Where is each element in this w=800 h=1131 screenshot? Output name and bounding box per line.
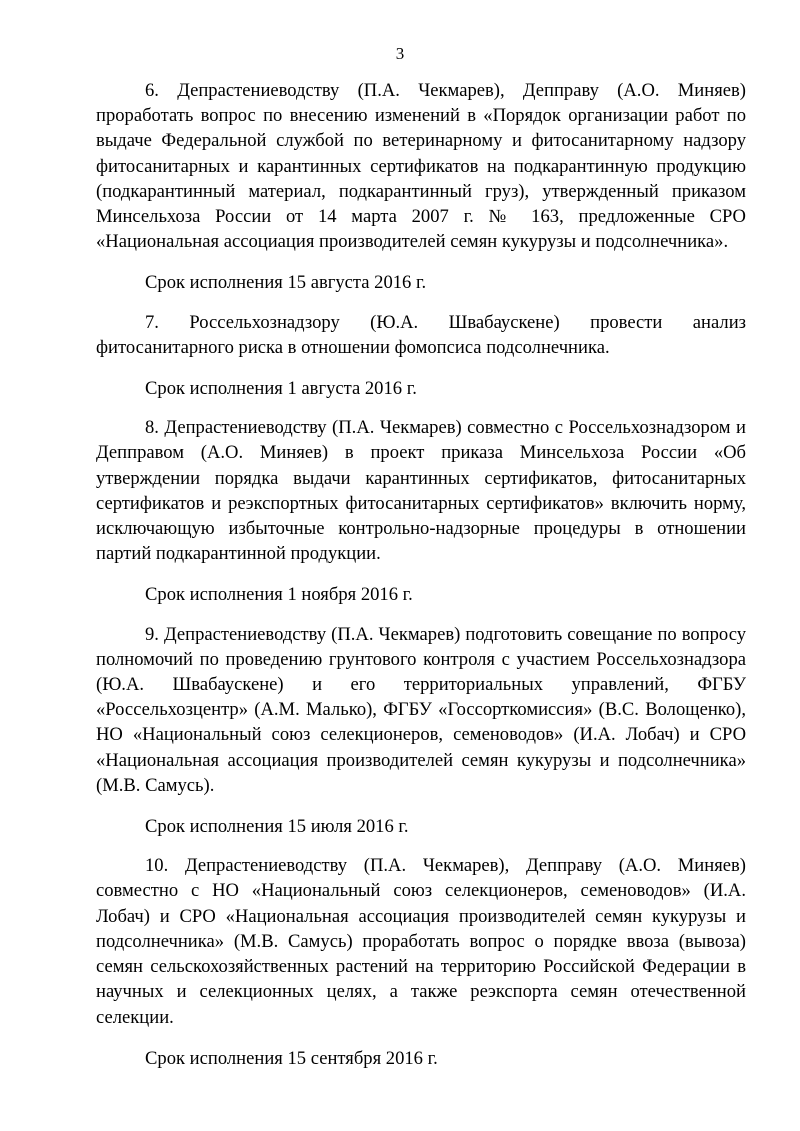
spacer (96, 1030, 746, 1046)
item-10-deadline: Срок исполнения 15 сентября 2016 г. (145, 1047, 438, 1069)
item-6-text: 6. Депрастениеводству (П.А. Чекмарев), Депправу (А.О. Миняев) проработать вопрос по внесению изменений в «Порядок организации работ по выдаче Федеральной службой по ветеринарному и фитосанитарному надзору фитосанитарных и карантинных сертификатов на подкарантинную продукцию (подкарантинный материал, подкарантинный груз), утвержденный приказом Минсельхоза России от 14 марта 2007 г. № 163, предложенные СРО «Национальная ассоциация производителей семян кукурузы и подсолнечника». (96, 80, 746, 253)
item-10-text: 10. Депрастениеводству (П.А. Чекмарев), Депправу (А.О. Миняев) совместно с НО «Национальный союз селекционеров, семеноводов» (И.А. Лобач) и СРО «Национальная ассоциация производителей семян кукурузы и подсолнечника» (М.В. Самусь) проработать вопрос о порядке ввоза (вывоза) семян сельскохозяйственных растений на территорию Российской Федерации в научных и селекционных целях, а также реэкспорта семян отечественной селекции. (96, 855, 746, 1028)
page-number: 3 (395, 44, 405, 63)
item-6-deadline: Срок исполнения 15 августа 2016 г. (145, 272, 427, 294)
item-7-text: 7. Россельхознадзору (Ю.А. Швабаускене) провести анализ фитосанитарного риска в отношении фомопсиса подсолнечника. (96, 311, 746, 358)
spacer (96, 839, 746, 853)
document-body (96, 78, 746, 1071)
spacer (96, 401, 746, 415)
spacer (96, 566, 746, 582)
spacer (96, 296, 746, 310)
spacer (96, 254, 746, 270)
item-8-text: 8. Депрастениеводству (П.А. Чекмарев) совместно с Россельхознадзором и Депправом (А.О. Миняев) в проект приказа Минсельхоза России «Об утверждении порядка выдачи карантинных сертификатов, фитосанитарных сертификатов и реэкспортных фитосанитарных сертификатов» включить норму, исключающую избыточные контрольно-надзорные процедуры в отношении партий подкарантинной продукции. (96, 417, 746, 565)
spacer (96, 608, 746, 622)
item-7-deadline: Срок исполнения 1 августа 2016 г. (145, 378, 417, 400)
spacer (96, 798, 746, 814)
spacer (96, 360, 746, 376)
item-8-deadline: Срок исполнения 1 ноября 2016 г. (145, 584, 413, 606)
item-9-deadline: Срок исполнения 15 июля 2016 г. (145, 816, 409, 838)
item-9-text: 9. Депрастениеводству (П.А. Чекмарев) подготовить совещание по вопросу полномочий по проведению грунтового контроля с участием Россельхознадзора (Ю.А. Швабаускене) и его территориальных управлений, ФГБУ «Россельхозцентр» (А.М. Малько), ФГБУ «Госсорткомиссия» (В.С. Волощенко), НО «Национальный союз селекционеров, семеноводов» (И.А. Лобач) и СРО «Национальная ассоциация производителей семян кукурузы и подсолнечника» (М.В. Самусь). (96, 623, 746, 796)
